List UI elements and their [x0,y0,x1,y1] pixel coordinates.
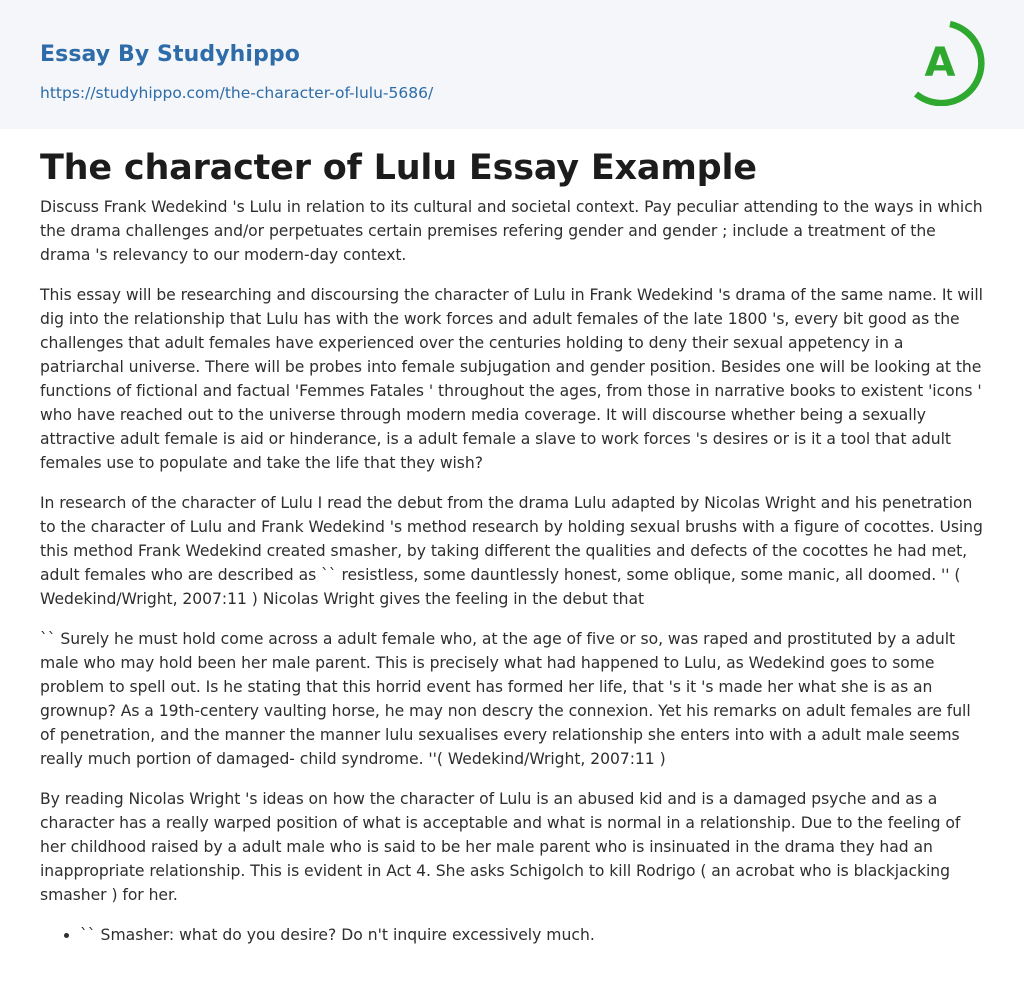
article-paragraph: In research of the character of Lulu I read the debut from the drama Lulu adapted by Nicolas Wright and his penetration to the character of Lulu and Frank Wedekind 's method research by holding sexual brushs with a figure of cocottes. Using this method Frank Wedekind created smasher, by taking different the qualities and defects of the cocottes he had met, adult females who are described as `` resistless, some dauntlessly honest, some oblique, some manic, all doomed. '' ( Wedekind/Wright, 2007:11 ) Nicolas Wright gives the feeling in the debut that [40,494,983,608]
essay-url-link[interactable]: https://studyhippo.com/the-character-of-lulu-5686/ [40,84,434,102]
logo-letter: A [924,40,956,86]
article-paragraph: Discuss Frank Wedekind 's Lulu in relation to its cultural and societal context. Pay peculiar attending to the ways in which the drama challenges and/or perpetuates certain premises refering gender and gender ; include a treatment of the drama 's relevancy to our modern-day context. [40,198,983,264]
site-brand[interactable]: Essay By Studyhippo [40,42,300,67]
article-paragraph: By reading Nicolas Wright 's ideas on how the character of Lulu is an abused kid and is a damaged psyche and as a character has a really warped position of what is acceptable and what is normal in a relationship. Due to the feeling of her childhood raised by a adult male who is said to be her male parent who is insinuated in the drama they had an inappropriate relationship. This is evident in Act 4. She asks Schigolch to kill Rodrigo ( an acrobat who is blackjacking smasher ) for her. [40,790,961,904]
quote-list [40,923,984,947]
studyhippo-logo-icon[interactable] [898,20,986,106]
article-body [0,147,1024,947]
list-item: • `` Smasher: what do you desire? Do n't inquire excessively much. [80,923,984,947]
article-title: The character of Lulu Essay Example [40,148,757,188]
site-header [0,0,1024,129]
article-paragraph: `` Surely he must hold come across a adult female who, at the age of five or so, was raped and prostituted by a adult male who may hold been her male parent. This is precisely what had happened to Lulu, as Wedekind goes to some problem to spell out. Is he stating that this horrid event has formed her life, that 's it 's made her what she is as an grownup? As a 19th-centery vaulting horse, he may non descry the connexion. Yet his remarks on adult females are full of penetration, and the manner the manner lulu sexualises every relationship she enters into with a adult male seems really much portion of damaged- child syndrome. ''( Wedekind/Wright, 2007:11 ) [40,630,971,768]
article-paragraph: This essay will be researching and discoursing the character of Lulu in Frank Wedekind 's drama of the same name. It will dig into the relationship that Lulu has with the work forces and adult females of the late 1800 's, every bit good as the challenges that adult females have experienced over the centuries holding to deny their sexual appetency in a patriarchal universe. There will be probes into female subjugation and gender position. Besides one will be looking at the functions of fictional and factual 'Femmes Fatales ' throughout the ages, from those in narrative books to existent 'icons ' who have reached out to the universe through modern media coverage. It will discourse whether being a sexually attractive adult female is aid or hinderance, is a adult female a slave to work forces 's desires or is it a tool that adult females use to populate and take the life that they wish? [40,286,983,472]
